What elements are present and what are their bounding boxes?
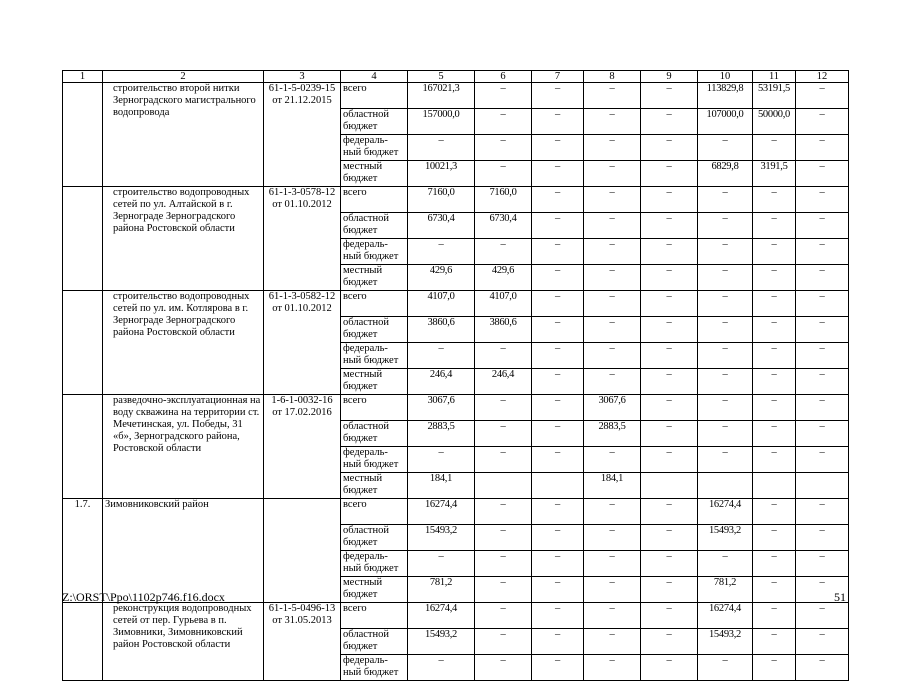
amount-cell: – bbox=[584, 83, 641, 109]
amount-cell: – bbox=[698, 369, 753, 395]
amount-cell: – bbox=[698, 551, 753, 577]
amount-cell: – bbox=[753, 291, 796, 317]
amount-cell: – bbox=[475, 577, 532, 603]
amount-cell: – bbox=[532, 421, 584, 447]
amount-cell: – bbox=[796, 135, 849, 161]
amount-cell: – bbox=[584, 187, 641, 213]
amount-cell: – bbox=[796, 525, 849, 551]
funding-source: федераль-ный бюджет bbox=[341, 343, 408, 369]
item-number bbox=[63, 291, 103, 395]
amount-cell: 2883,5 bbox=[408, 421, 475, 447]
funding-source: областной бюджет bbox=[341, 317, 408, 343]
amount-cell: – bbox=[753, 421, 796, 447]
amount-cell: – bbox=[641, 499, 698, 525]
item-code: 61-1-3-0582-12 от 01.10.2012 bbox=[264, 291, 341, 395]
amount-cell: – bbox=[584, 369, 641, 395]
amount-cell: – bbox=[532, 161, 584, 187]
amount-cell: – bbox=[584, 239, 641, 265]
funding-source: местный бюджет bbox=[341, 369, 408, 395]
amount-cell: – bbox=[796, 577, 849, 603]
table-row bbox=[63, 499, 849, 525]
funding-source: федераль-ный бюджет bbox=[341, 447, 408, 473]
amount-cell: – bbox=[532, 291, 584, 317]
item-code: 61-1-5-0496-13 от 31.05.2013 bbox=[264, 603, 341, 681]
amount-cell: – bbox=[532, 525, 584, 551]
amount-cell: – bbox=[641, 343, 698, 369]
amount-cell: – bbox=[796, 369, 849, 395]
table-row bbox=[63, 603, 849, 629]
amount-cell: – bbox=[475, 655, 532, 681]
item-name: строительство водопроводных сетей по ул. Алтайской в г. Зернограде Зерноградского района Ростовской области bbox=[103, 187, 264, 291]
item-number bbox=[63, 395, 103, 499]
amount-cell: – bbox=[532, 369, 584, 395]
amount-cell: – bbox=[796, 629, 849, 655]
amount-cell: – bbox=[753, 187, 796, 213]
amount-cell: – bbox=[641, 603, 698, 629]
funding-source: федераль-ный бюджет bbox=[341, 551, 408, 577]
amount-cell: – bbox=[475, 499, 532, 525]
amount-cell: – bbox=[641, 161, 698, 187]
amount-cell: – bbox=[532, 135, 584, 161]
amount-cell: – bbox=[753, 343, 796, 369]
amount-cell: – bbox=[796, 213, 849, 239]
amount-cell: – bbox=[698, 421, 753, 447]
amount-cell: – bbox=[698, 187, 753, 213]
amount-cell: – bbox=[796, 161, 849, 187]
amount-cell bbox=[641, 473, 698, 499]
amount-cell: – bbox=[641, 395, 698, 421]
funding-source: областной бюджет bbox=[341, 109, 408, 135]
amount-cell: – bbox=[641, 369, 698, 395]
amount-cell: – bbox=[532, 343, 584, 369]
amount-cell: – bbox=[753, 239, 796, 265]
amount-cell bbox=[753, 473, 796, 499]
table-row bbox=[63, 395, 849, 421]
amount-cell: – bbox=[532, 655, 584, 681]
amount-cell: – bbox=[641, 421, 698, 447]
amount-cell: – bbox=[475, 395, 532, 421]
amount-cell: – bbox=[641, 629, 698, 655]
item-name: Зимовниковский район bbox=[103, 499, 264, 603]
amount-cell: 15493,2 bbox=[698, 629, 753, 655]
amount-cell: – bbox=[753, 265, 796, 291]
item-name: строительство водопроводных сетей по ул. им. Котлярова в г. Зернограде Зерноградского района Ростовской области bbox=[103, 291, 264, 395]
amount-cell: – bbox=[753, 577, 796, 603]
amount-cell: – bbox=[641, 83, 698, 109]
amount-cell: 429,6 bbox=[408, 265, 475, 291]
footer-file-path: Z:\ORST\Ppo\1102p746.f16.docx bbox=[62, 590, 225, 604]
amount-cell bbox=[698, 473, 753, 499]
amount-cell: – bbox=[584, 655, 641, 681]
column-header: 1 bbox=[63, 71, 103, 83]
amount-cell: – bbox=[532, 629, 584, 655]
column-header: 8 bbox=[584, 71, 641, 83]
amount-cell: – bbox=[698, 239, 753, 265]
amount-cell: 16274,4 bbox=[408, 499, 475, 525]
amount-cell: – bbox=[641, 109, 698, 135]
amount-cell: 53191,5 bbox=[753, 83, 796, 109]
amount-cell: – bbox=[475, 239, 532, 265]
amount-cell: – bbox=[584, 525, 641, 551]
amount-cell: – bbox=[796, 317, 849, 343]
amount-cell: 429,6 bbox=[475, 265, 532, 291]
amount-cell: – bbox=[698, 291, 753, 317]
amount-cell: – bbox=[796, 109, 849, 135]
amount-cell: – bbox=[584, 291, 641, 317]
amount-cell: 184,1 bbox=[584, 473, 641, 499]
funding-source: местный бюджет bbox=[341, 473, 408, 499]
amount-cell: – bbox=[532, 603, 584, 629]
amount-cell: – bbox=[584, 447, 641, 473]
amount-cell: – bbox=[475, 525, 532, 551]
amount-cell: – bbox=[475, 603, 532, 629]
amount-cell: 4107,0 bbox=[475, 291, 532, 317]
amount-cell: – bbox=[532, 109, 584, 135]
header-row bbox=[63, 71, 849, 83]
funding-source: местный бюджет bbox=[341, 577, 408, 603]
amount-cell: – bbox=[584, 603, 641, 629]
amount-cell bbox=[532, 473, 584, 499]
amount-cell: – bbox=[584, 213, 641, 239]
amount-cell: – bbox=[584, 629, 641, 655]
amount-cell: 7160,0 bbox=[408, 187, 475, 213]
amount-cell: – bbox=[641, 187, 698, 213]
amount-cell: – bbox=[532, 239, 584, 265]
amount-cell: – bbox=[584, 317, 641, 343]
amount-cell: – bbox=[796, 395, 849, 421]
amount-cell: – bbox=[532, 187, 584, 213]
amount-cell: – bbox=[796, 603, 849, 629]
amount-cell: 3860,6 bbox=[408, 317, 475, 343]
item-number bbox=[63, 83, 103, 187]
amount-cell: – bbox=[796, 239, 849, 265]
table-row bbox=[63, 291, 849, 317]
amount-cell: – bbox=[698, 343, 753, 369]
amount-cell: – bbox=[532, 551, 584, 577]
amount-cell: 15493,2 bbox=[408, 629, 475, 655]
amount-cell: – bbox=[753, 447, 796, 473]
amount-cell: – bbox=[408, 655, 475, 681]
amount-cell: – bbox=[584, 551, 641, 577]
column-header: 5 bbox=[408, 71, 475, 83]
column-header: 2 bbox=[103, 71, 264, 83]
amount-cell: – bbox=[475, 161, 532, 187]
amount-cell: – bbox=[641, 135, 698, 161]
amount-cell: – bbox=[584, 499, 641, 525]
amount-cell: 16274,4 bbox=[698, 499, 753, 525]
amount-cell: – bbox=[475, 343, 532, 369]
amount-cell: – bbox=[753, 213, 796, 239]
amount-cell: 4107,0 bbox=[408, 291, 475, 317]
amount-cell: – bbox=[796, 187, 849, 213]
amount-cell: 15493,2 bbox=[408, 525, 475, 551]
amount-cell bbox=[796, 473, 849, 499]
amount-cell: – bbox=[753, 395, 796, 421]
amount-cell: – bbox=[796, 83, 849, 109]
amount-cell: – bbox=[584, 135, 641, 161]
column-header: 3 bbox=[264, 71, 341, 83]
funding-source: федераль-ный бюджет bbox=[341, 239, 408, 265]
amount-cell: – bbox=[796, 291, 849, 317]
funding-source: областной бюджет bbox=[341, 421, 408, 447]
amount-cell: – bbox=[408, 135, 475, 161]
funding-source: всего bbox=[341, 603, 408, 629]
amount-cell: – bbox=[753, 135, 796, 161]
amount-cell: 6829,8 bbox=[698, 161, 753, 187]
amount-cell: – bbox=[408, 447, 475, 473]
column-header: 12 bbox=[796, 71, 849, 83]
amount-cell: 16274,4 bbox=[408, 603, 475, 629]
funding-source: всего bbox=[341, 499, 408, 525]
amount-cell: – bbox=[532, 499, 584, 525]
amount-cell: – bbox=[475, 551, 532, 577]
amount-cell: – bbox=[698, 655, 753, 681]
amount-cell: – bbox=[584, 109, 641, 135]
amount-cell: – bbox=[698, 265, 753, 291]
funding-source: областной бюджет bbox=[341, 525, 408, 551]
amount-cell: – bbox=[532, 317, 584, 343]
amount-cell: 107000,0 bbox=[698, 109, 753, 135]
amount-cell: – bbox=[475, 83, 532, 109]
amount-cell: – bbox=[641, 551, 698, 577]
amount-cell: 184,1 bbox=[408, 473, 475, 499]
amount-cell: – bbox=[408, 551, 475, 577]
column-header: 9 bbox=[641, 71, 698, 83]
amount-cell: – bbox=[796, 265, 849, 291]
column-header: 7 bbox=[532, 71, 584, 83]
amount-cell: – bbox=[641, 213, 698, 239]
amount-cell: 3860,6 bbox=[475, 317, 532, 343]
column-header: 11 bbox=[753, 71, 796, 83]
amount-cell: – bbox=[698, 317, 753, 343]
funding-source: федераль-ный бюджет bbox=[341, 655, 408, 681]
amount-cell: – bbox=[532, 447, 584, 473]
amount-cell: – bbox=[796, 551, 849, 577]
amount-cell: – bbox=[475, 421, 532, 447]
amount-cell: 3191,5 bbox=[753, 161, 796, 187]
funding-source: всего bbox=[341, 395, 408, 421]
amount-cell: – bbox=[584, 161, 641, 187]
item-number: 1.7. bbox=[63, 499, 103, 603]
column-header: 6 bbox=[475, 71, 532, 83]
amount-cell: 16274,4 bbox=[698, 603, 753, 629]
amount-cell: – bbox=[753, 629, 796, 655]
funding-source: местный бюджет bbox=[341, 161, 408, 187]
amount-cell: – bbox=[753, 655, 796, 681]
amount-cell: – bbox=[753, 317, 796, 343]
table-row bbox=[63, 83, 849, 109]
amount-cell: – bbox=[641, 239, 698, 265]
item-code: 61-1-5-0239-15 от 21.12.2015 bbox=[264, 83, 341, 187]
funding-source: областной бюджет bbox=[341, 629, 408, 655]
amount-cell: 246,4 bbox=[475, 369, 532, 395]
amount-cell: – bbox=[641, 317, 698, 343]
table-row bbox=[63, 187, 849, 213]
amount-cell: – bbox=[641, 265, 698, 291]
funding-source: всего bbox=[341, 187, 408, 213]
amount-cell: – bbox=[532, 395, 584, 421]
item-code: 61-1-3-0578-12 от 01.10.2012 bbox=[264, 187, 341, 291]
amount-cell: – bbox=[532, 577, 584, 603]
amount-cell: 157000,0 bbox=[408, 109, 475, 135]
amount-cell: – bbox=[532, 213, 584, 239]
amount-cell: – bbox=[698, 213, 753, 239]
item-number bbox=[63, 187, 103, 291]
amount-cell: 50000,0 bbox=[753, 109, 796, 135]
amount-cell: – bbox=[475, 629, 532, 655]
amount-cell: 6730,4 bbox=[408, 213, 475, 239]
amount-cell: – bbox=[753, 551, 796, 577]
amount-cell: – bbox=[584, 577, 641, 603]
amount-cell: 781,2 bbox=[698, 577, 753, 603]
amount-cell: 10021,3 bbox=[408, 161, 475, 187]
item-number bbox=[63, 603, 103, 681]
amount-cell: – bbox=[584, 343, 641, 369]
amount-cell bbox=[475, 473, 532, 499]
column-header: 10 bbox=[698, 71, 753, 83]
amount-cell: – bbox=[796, 655, 849, 681]
amount-cell: – bbox=[584, 265, 641, 291]
amount-cell: – bbox=[475, 135, 532, 161]
amount-cell: – bbox=[408, 343, 475, 369]
amount-cell: – bbox=[753, 369, 796, 395]
funding-source: всего bbox=[341, 83, 408, 109]
amount-cell: – bbox=[698, 135, 753, 161]
item-name: реконструкция водопроводных сетей от пер. Гурьева в п. Зимовники, Зимовниковский район Ростовской области bbox=[103, 603, 264, 681]
amount-cell: – bbox=[641, 655, 698, 681]
amount-cell: – bbox=[475, 109, 532, 135]
amount-cell: – bbox=[532, 83, 584, 109]
amount-cell: 2883,5 bbox=[584, 421, 641, 447]
item-code: 1-6-1-0032-16 от 17.02.2016 bbox=[264, 395, 341, 499]
funding-source: местный бюджет bbox=[341, 265, 408, 291]
amount-cell: 6730,4 bbox=[475, 213, 532, 239]
funding-source: всего bbox=[341, 291, 408, 317]
amount-cell: – bbox=[408, 239, 475, 265]
amount-cell: – bbox=[641, 525, 698, 551]
amount-cell: – bbox=[753, 603, 796, 629]
amount-cell: 3067,6 bbox=[408, 395, 475, 421]
amount-cell: 113829,8 bbox=[698, 83, 753, 109]
amount-cell: – bbox=[475, 447, 532, 473]
amount-cell: – bbox=[796, 447, 849, 473]
amount-cell: – bbox=[698, 395, 753, 421]
amount-cell: 167021,3 bbox=[408, 83, 475, 109]
item-code bbox=[264, 499, 341, 603]
amount-cell: 3067,6 bbox=[584, 395, 641, 421]
item-name: разведочно-эксплуатационная на воду скважина на территории ст. Мечетинская, ул. Победы, 31 «б», Зерноградского района, Ростовской области bbox=[103, 395, 264, 499]
amount-cell: 7160,0 bbox=[475, 187, 532, 213]
amount-cell: 781,2 bbox=[408, 577, 475, 603]
amount-cell: – bbox=[753, 525, 796, 551]
amount-cell: – bbox=[641, 291, 698, 317]
column-header: 4 bbox=[341, 71, 408, 83]
amount-cell: – bbox=[753, 499, 796, 525]
amount-cell: – bbox=[698, 447, 753, 473]
amount-cell: 246,4 bbox=[408, 369, 475, 395]
amount-cell: – bbox=[796, 421, 849, 447]
amount-cell: – bbox=[796, 499, 849, 525]
amount-cell: – bbox=[641, 447, 698, 473]
amount-cell: – bbox=[796, 343, 849, 369]
item-name: строительство второй нитки Зерноградского магистрального водопровода bbox=[103, 83, 264, 187]
funding-source: федераль-ный бюджет bbox=[341, 135, 408, 161]
funding-source: областной бюджет bbox=[341, 213, 408, 239]
amount-cell: 15493,2 bbox=[698, 525, 753, 551]
amount-cell: – bbox=[641, 577, 698, 603]
amount-cell: – bbox=[532, 265, 584, 291]
page-number: 51 bbox=[834, 590, 846, 604]
